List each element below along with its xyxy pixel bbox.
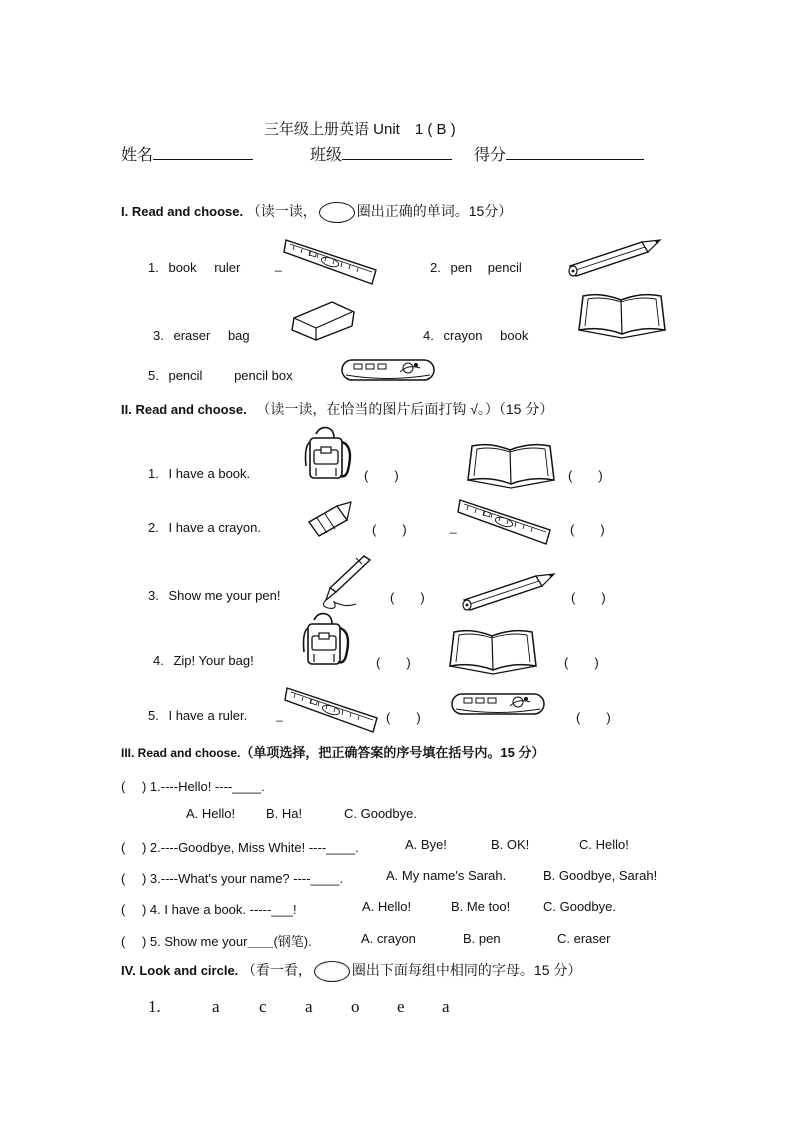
question-text: 3.----What's your name? ----____. [149, 871, 344, 886]
class-blank[interactable] [342, 145, 452, 160]
section-2-instr: （读一读，在恰当的图片后面打钩 √。）（15 分） [256, 401, 554, 417]
name-label: 姓名 [121, 147, 154, 164]
dash-mark: _ [450, 520, 457, 534]
word-option[interactable]: pencil box [234, 368, 293, 383]
answer-paren[interactable]: ( ) [364, 468, 399, 483]
letter[interactable]: e [397, 997, 405, 1016]
s1-item-1 [148, 260, 240, 275]
s2-item-3 [148, 588, 280, 603]
item-text: I have a ruler. [168, 708, 248, 723]
section-4-title: IV. Look and circle. [121, 963, 239, 978]
option-c[interactable]: C. Hello! [579, 837, 629, 852]
s3-question-3 [121, 868, 343, 887]
answer-paren[interactable]: ( ) [390, 590, 425, 605]
letter[interactable]: c [259, 997, 267, 1016]
answer-paren[interactable]: ( ) [121, 779, 147, 794]
name-blank[interactable] [153, 145, 253, 160]
answer-paren[interactable]: ( ) [571, 590, 606, 605]
answer-paren[interactable]: ( ) [121, 871, 147, 886]
item-number: 2. [148, 520, 159, 535]
class-label: 班级 [310, 147, 343, 164]
dash-mark: _ [276, 708, 283, 722]
question-text: 4. I have a book. -----___! [149, 902, 297, 917]
word-option[interactable]: bag [227, 328, 250, 343]
word-option[interactable]: pencil [168, 368, 203, 383]
answer-paren[interactable]: ( ) [121, 902, 147, 917]
eraser-icon [290, 296, 356, 342]
s1-item-3 [153, 328, 250, 343]
section-4-heading [121, 960, 581, 982]
section-1-title: I. Read and choose. [121, 204, 244, 219]
s1-item-5 [148, 368, 293, 383]
item-number: 4. [153, 653, 164, 668]
item-text: Zip! Your bag! [173, 653, 254, 668]
question-text: 2.----Goodbye, Miss White! ----____. [149, 840, 359, 855]
s1-item-4 [423, 328, 528, 343]
section-3-heading [121, 742, 544, 761]
question-text: 1.----Hello! ----____. [149, 779, 265, 794]
worksheet-title: 三年级上册英语 Unit 1 ( B ) [264, 121, 456, 138]
section-4-instr-after: 圈出下面每组中相同的字母。15 分） [351, 962, 582, 978]
book-icon [448, 626, 540, 676]
section-4-instr-before: （看一看， [241, 962, 312, 978]
option-c[interactable]: C. Goodbye. [543, 899, 616, 914]
pencil-box-icon [450, 690, 546, 716]
dash-mark: _ [275, 258, 282, 272]
answer-paren[interactable]: ( ) [564, 655, 599, 670]
option-c[interactable]: C. eraser [557, 931, 611, 946]
score-field[interactable] [474, 142, 644, 165]
option-b[interactable]: B. Ha! [266, 806, 303, 821]
s2-item-2 [148, 520, 261, 535]
letter[interactable]: a [305, 997, 313, 1016]
book-icon [577, 290, 669, 340]
answer-paren[interactable]: ( ) [386, 710, 421, 725]
answer-paren[interactable]: ( ) [121, 934, 147, 949]
score-blank[interactable] [506, 145, 644, 160]
option-b[interactable]: B. OK! [491, 837, 530, 852]
ruler-icon [284, 232, 380, 286]
section-3-title: III. Read and choose. [121, 746, 241, 760]
item-text: I have a book. [168, 466, 251, 481]
section-1-instr-before: （读一读， [246, 203, 317, 219]
pencil-icon [564, 238, 662, 280]
option-a[interactable]: A. crayon [361, 931, 416, 946]
class-field[interactable] [310, 142, 452, 165]
pencil-icon [458, 572, 556, 614]
item-number: 2. [430, 260, 441, 275]
word-option[interactable]: pencil [487, 260, 522, 275]
schoolbag-icon [300, 612, 354, 668]
answer-paren[interactable]: ( ) [576, 710, 611, 725]
score-label: 得分 [474, 147, 507, 164]
section-2-heading [121, 399, 553, 419]
s3-question-5 [121, 931, 312, 950]
item-number: 5. [148, 708, 159, 723]
item-number: 1. [148, 466, 159, 481]
name-field[interactable] [121, 142, 253, 165]
crayon-icon [305, 496, 355, 540]
pencil-box-icon [340, 356, 436, 382]
word-option[interactable]: pen [450, 260, 473, 275]
option-b[interactable]: B. Me too! [451, 899, 511, 914]
answer-paren[interactable]: ( ) [376, 655, 411, 670]
item-number: 5. [148, 368, 159, 383]
question-text: 5. Show me your＿＿(钢笔). [149, 934, 312, 949]
s2-item-1 [148, 466, 250, 481]
ruler-icon [458, 492, 554, 546]
word-option[interactable]: book [168, 260, 197, 275]
s1-item-2 [430, 260, 522, 275]
s3-question-2 [121, 837, 359, 856]
answer-paren[interactable]: ( ) [570, 522, 605, 537]
book-icon [466, 440, 558, 490]
section-3-instr: （单项选择，把正确答案的序号填在括号内。15 分） [240, 745, 545, 760]
word-option[interactable]: eraser [173, 328, 211, 343]
s3-question-4 [121, 899, 297, 918]
option-b[interactable]: B. pen [463, 931, 501, 946]
section-1-heading [121, 201, 512, 223]
item-number: 1. [148, 260, 159, 275]
section-1-instr-after: 圈出正确的单词。15分） [356, 203, 513, 219]
option-a[interactable]: A. My name's Sarah. [386, 868, 507, 883]
item-number: 3. [148, 588, 159, 603]
s2-item-4 [153, 653, 254, 668]
row-number: 1. [148, 997, 161, 1016]
item-number: 4. [423, 328, 434, 343]
item-text: Show me your pen! [168, 588, 281, 603]
word-option[interactable]: crayon [443, 328, 483, 343]
section-2-title: II. Read and choose. [121, 402, 247, 417]
item-text: I have a crayon. [168, 520, 261, 535]
item-number: 3. [153, 328, 164, 343]
option-a[interactable]: A. Bye! [405, 837, 447, 852]
ruler-icon [285, 680, 381, 734]
answer-paren[interactable]: ( ) [372, 522, 407, 537]
fountain-pen-icon [316, 554, 372, 612]
word-option[interactable]: ruler [214, 260, 241, 275]
circle-icon [314, 961, 350, 982]
answer-paren[interactable]: ( ) [121, 840, 147, 855]
option-a[interactable]: A. Hello! [186, 806, 236, 821]
schoolbag-icon [302, 426, 356, 482]
word-option[interactable]: book [500, 328, 529, 343]
circle-icon [319, 202, 355, 223]
answer-paren[interactable]: ( ) [568, 468, 603, 483]
s3-question-1 [121, 776, 265, 795]
letter[interactable]: a [442, 997, 450, 1016]
option-c[interactable]: C. Goodbye. [344, 806, 417, 821]
s2-item-5 [148, 708, 247, 723]
letter[interactable]: a [212, 997, 220, 1016]
option-b[interactable]: B. Goodbye, Sarah! [543, 868, 658, 883]
letter[interactable]: o [351, 997, 360, 1016]
option-a[interactable]: A. Hello! [362, 899, 412, 914]
